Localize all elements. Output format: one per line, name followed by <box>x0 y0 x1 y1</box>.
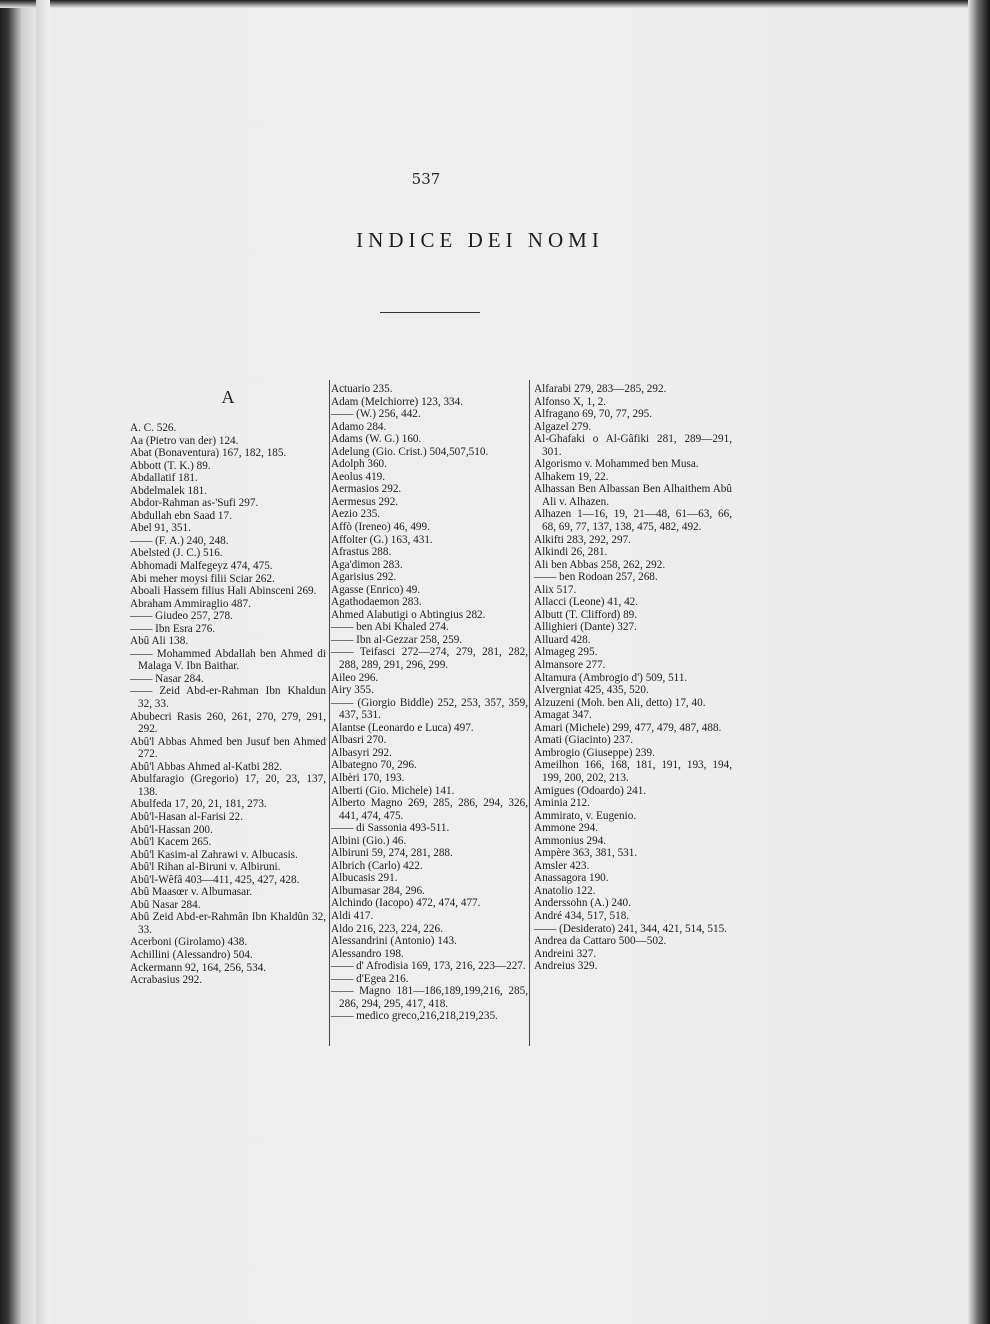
index-entry: Actuario 235. <box>331 383 393 395</box>
index-entry: Albèri 170, 193. <box>331 771 405 784</box>
index-entry: Alix 517. <box>534 583 577 596</box>
index-entry: Aeolus 419. <box>331 470 386 483</box>
index-entry: Alchindo (Iacopo) 472, 474, 477. <box>331 897 481 910</box>
index-entry: —— Ibn Esra 276. <box>130 622 216 635</box>
index-entry: Allacci (Leone) 41, 42. <box>534 596 639 609</box>
scan-top-edge <box>0 0 990 8</box>
index-entry: Achillini (Alessandro) 504. <box>130 948 253 961</box>
index-entry: —— (W.) 256, 442. <box>331 408 421 421</box>
page-title: INDICE DEI NOMI <box>356 228 604 252</box>
index-column-1 <box>130 384 326 987</box>
index-entry: Abhomadi Malfegeyz 474, 475. <box>130 560 273 573</box>
index-entry: —— Ibn al-Gezzar 258, 259. <box>331 633 463 646</box>
index-entry: Adelung (Gio. Crist.) 504,507,510. <box>331 445 489 458</box>
index-entry: —— (F. A.) 240, 248. <box>130 534 229 547</box>
index-entry: Anatolio 122. <box>534 884 596 897</box>
index-entry: Ali ben Abbas 258, 262, 292. <box>534 558 666 571</box>
index-entry: Abû'l Rihan al-Biruni v. Albiruni. <box>130 861 281 874</box>
index-entry: —— Magno 181—186,189,199,216, 285, 286, 294, 295, 417, 418. <box>331 985 528 1010</box>
index-entry: —— Mohammed Abdallah ben Ahmed di Malaga V. Ibn Baithar. <box>130 647 326 673</box>
index-entry: Almansore 277. <box>534 659 606 672</box>
index-entry: Aezio 235. <box>331 508 381 521</box>
index-entry: Albategno 70, 296. <box>331 759 417 772</box>
index-entry: Ahmed Alabutigi o Abtingius 282. <box>331 608 486 621</box>
index-entry: Abû'l Abbas Ahmed ben Jusuf ben Ahmed 272. <box>130 735 326 761</box>
index-entry: Abdor-Rahman as-'Sufi 297. <box>130 497 259 510</box>
index-entry: —— ben Rodoan 257, 268. <box>534 571 658 584</box>
index-entry: Alberti (Gio. Michele) 141. <box>331 784 455 797</box>
index-entry: Abdallatif 181. <box>130 472 198 485</box>
index-column-2 <box>331 383 528 1023</box>
page-number: 537 <box>411 170 441 188</box>
index-entry: Agasse (Enrico) 49. <box>331 583 421 596</box>
index-entry: Alfarabi 279, 283—285, 292. <box>534 383 667 395</box>
index-entry: Abelsted (J. C.) 516. <box>130 547 223 560</box>
index-entry: Aermasios 292. <box>331 483 402 496</box>
index-entry: Abû'l Kasim-al Zahrawi v. Albucasis. <box>130 848 298 861</box>
index-entry: Aa (Pietro van der) 124. <box>130 434 239 447</box>
index-entry: André 434, 517, 518. <box>534 909 630 922</box>
index-entry: Algazel 279. <box>534 420 592 433</box>
title-rule <box>380 312 480 313</box>
index-entry: Abû'l Abbas Ahmed al-Katbi 282. <box>130 760 283 773</box>
index-entry: Ackermann 92, 164, 256, 534. <box>130 961 267 974</box>
index-entry: Alfonso X, 1, 2. <box>534 395 607 408</box>
index-entry: Agarisius 292. <box>331 571 397 584</box>
index-entry: Acrabasius 292. <box>130 974 203 987</box>
index-entry: Amigues (Odoardo) 241. <box>534 784 647 797</box>
index-entry: Algorismo v. Mohammed ben Musa. <box>534 458 699 471</box>
index-entry: Abraham Ammiraglio 487. <box>130 597 251 610</box>
index-entry: —— ben Abi Khaled 274. <box>331 621 449 634</box>
index-entry: Alvergniat 425, 435, 520. <box>534 684 649 697</box>
index-entry: Almageg 295. <box>534 646 598 659</box>
index-entry: Abû'l-Hassan 200. <box>130 823 213 836</box>
index-entry: Adolph 360. <box>331 458 387 471</box>
index-entry: Alantse (Leonardo e Luca) 497. <box>331 721 474 734</box>
index-entry: Aileo 296. <box>331 671 379 684</box>
index-entry: Abdelmalek 181. <box>130 484 208 497</box>
index-entry: Abû'l Kacem 265. <box>130 836 212 849</box>
index-entry: A. C. 526. <box>130 422 177 434</box>
index-entry: Anassagora 190. <box>534 872 609 885</box>
index-entry: —— (Giorgio Biddle) 252, 253, 357, 359, 437, 531. <box>331 696 528 722</box>
index-entry: —— Giudeo 257, 278. <box>130 610 233 623</box>
index-entry: Amari (Michele) 299, 477, 479, 487, 488. <box>534 721 722 734</box>
index-entry: Abi meher moysi filii Sciar 262. <box>130 572 275 585</box>
index-entry: Alhakem 19, 22. <box>534 470 609 483</box>
index-entry: Allighieri (Dante) 327. <box>534 621 637 634</box>
scan-right-edge <box>968 0 990 1324</box>
index-entry: Albasri 270. <box>331 734 387 747</box>
index-entry: Abubecri Rasis 260, 261, 270, 279, 291, 292. <box>130 710 326 736</box>
column-divider <box>329 380 330 1046</box>
index-entry: Adam (Melchiorre) 123, 334. <box>331 395 464 408</box>
index-column-3 <box>534 383 732 973</box>
index-entry: Affò (Ireneo) 46, 499. <box>331 521 430 534</box>
index-entry: Alfragano 69, 70, 77, 295. <box>534 408 653 421</box>
index-entry: —— di Sassonia 493-511. <box>331 822 450 835</box>
index-entry: Albini (Gio.) 46. <box>331 834 407 847</box>
index-entry: Ampère 363, 381, 531. <box>534 847 638 860</box>
index-entry: Afrastus 288. <box>331 546 392 559</box>
index-entry: Abû Ali 138. <box>130 635 189 648</box>
index-entry: Abat (Bonaventura) 167, 182, 185. <box>130 447 287 460</box>
index-entry: Albasyri 292. <box>331 746 392 759</box>
index-entry: Ammirato, v. Eugenio. <box>534 809 637 822</box>
index-entry: Andrea da Cattaro 500—502. <box>534 935 667 948</box>
index-entry: Abulfeda 17, 20, 21, 181, 273. <box>130 798 267 811</box>
index-entry: Amati (Giacinto) 237. <box>534 734 634 747</box>
index-entry: Abû Zeid Abd-er-Rahmân Ibn Khaldûn 32, 33. <box>130 911 326 936</box>
index-entry: Abû Nasar 284. <box>130 898 201 911</box>
index-entry: Aldo 216, 223, 224, 226. <box>331 922 443 935</box>
index-entry: Aermesus 292. <box>331 495 399 508</box>
index-entry: —— Nasar 284. <box>130 672 204 685</box>
index-entry: Alberto Magno 269, 285, 286, 294, 326, 441, 474, 475. <box>331 797 528 822</box>
index-entry: —— d' Afrodisia 169, 173, 216, 223—227. <box>331 960 526 973</box>
index-entry: —— d'Egea 216. <box>331 972 409 985</box>
index-entry: Abû'l-Hasan al-Farisi 22. <box>130 810 243 823</box>
index-entry: Abû Maasœr v. Albumasar. <box>130 886 253 899</box>
index-entry: —— Zeid Abd-er-Rahman Ibn Khaldun 32, 33. <box>130 685 326 711</box>
index-entry: Adamo 284. <box>331 420 387 433</box>
index-entry: Affolter (G.) 163, 431. <box>331 533 433 546</box>
index-entry: Ambrogio (Giuseppe) 239. <box>534 746 655 759</box>
index-entry: Al-Ghafaki o Al-Gâfiki 281, 289—291, 301. <box>534 433 732 458</box>
index-entry: Aldi 417. <box>331 909 374 922</box>
index-entry: Amsler 423. <box>534 859 590 872</box>
index-entry: Albrich (Carlo) 422. <box>331 859 423 872</box>
index-entry: Acerboni (Girolamo) 438. <box>130 936 248 949</box>
index-entry: Amagat 347. <box>534 709 592 722</box>
page-gutter <box>36 0 50 1324</box>
index-entry: Albiruni 59, 274, 281, 288. <box>331 847 453 860</box>
index-entry: —— Teifasci 272—274, 279, 281, 282, 288, 289, 291, 296, 299. <box>331 646 528 672</box>
index-entry: Agathodaemon 283. <box>331 596 422 609</box>
index-entry: Albucasis 291. <box>331 872 398 885</box>
index-entry: Alkifti 283, 292, 297. <box>534 533 631 546</box>
index-entry: Andreini 327. <box>534 947 597 960</box>
index-entry: Alkindi 26, 281. <box>534 546 608 559</box>
index-entry: Abdullah ebn Saad 17. <box>130 509 232 522</box>
index-entry: Aboali Hassem filius Hali Abinsceni 269. <box>130 585 317 598</box>
index-entry: Alluard 428. <box>534 633 591 646</box>
index-entry: Ammone 294. <box>534 822 599 835</box>
index-entry: Altamura (Ambrogio d') 509, 511. <box>534 671 688 684</box>
index-entry: Alhazen 1—16, 19, 21—48, 61—63, 66, 68, 69, 77, 137, 138, 475, 482, 492. <box>534 508 732 534</box>
index-entry: Ameilhon 166, 168, 181, 191, 193, 194, 199, 200, 202, 213. <box>534 759 732 784</box>
index-entry: —— (Desiderato) 241, 344, 421, 514, 515. <box>534 922 727 935</box>
column-divider <box>529 380 530 1046</box>
index-entry: Alhassan Ben Albassan Ben Alhaithem Abû Ali v. Alhazen. <box>534 483 732 508</box>
index-entry: Albumasar 284, 296. <box>331 884 425 897</box>
index-entry: Adams (W. G.) 160. <box>331 433 422 446</box>
index-entry: Aga'dimon 283. <box>331 558 403 571</box>
section-letter: A <box>221 387 235 407</box>
index-entry: Abulfaragio (Gregorio) 17, 20, 23, 137, 138. <box>130 773 326 798</box>
index-entry: Aminia 212. <box>534 797 590 810</box>
index-entry: Andreius 329. <box>534 960 598 973</box>
index-entry: Airy 355. <box>331 684 374 697</box>
index-entry: —— medico greco,216,218,219,235. <box>331 1010 498 1023</box>
index-entry: Abbott (T. K.) 89. <box>130 459 211 472</box>
index-entry: Albutt (T. Clifford) 89. <box>534 608 638 621</box>
index-entry: Alessandrini (Antonio) 143. <box>331 935 457 948</box>
index-entry: Abû'l-Wêfâ 403—411, 425, 427, 428. <box>130 873 300 886</box>
index-entry: Abel 91, 351. <box>130 522 191 535</box>
index-entry: Ammonius 294. <box>534 834 607 847</box>
index-entry: Anderssohn (A.) 240. <box>534 897 631 910</box>
index-entry: Alessandro 198. <box>331 947 404 960</box>
index-entry: Alzuzeni (Moh. ben Ali, detto) 17, 40. <box>534 696 706 709</box>
